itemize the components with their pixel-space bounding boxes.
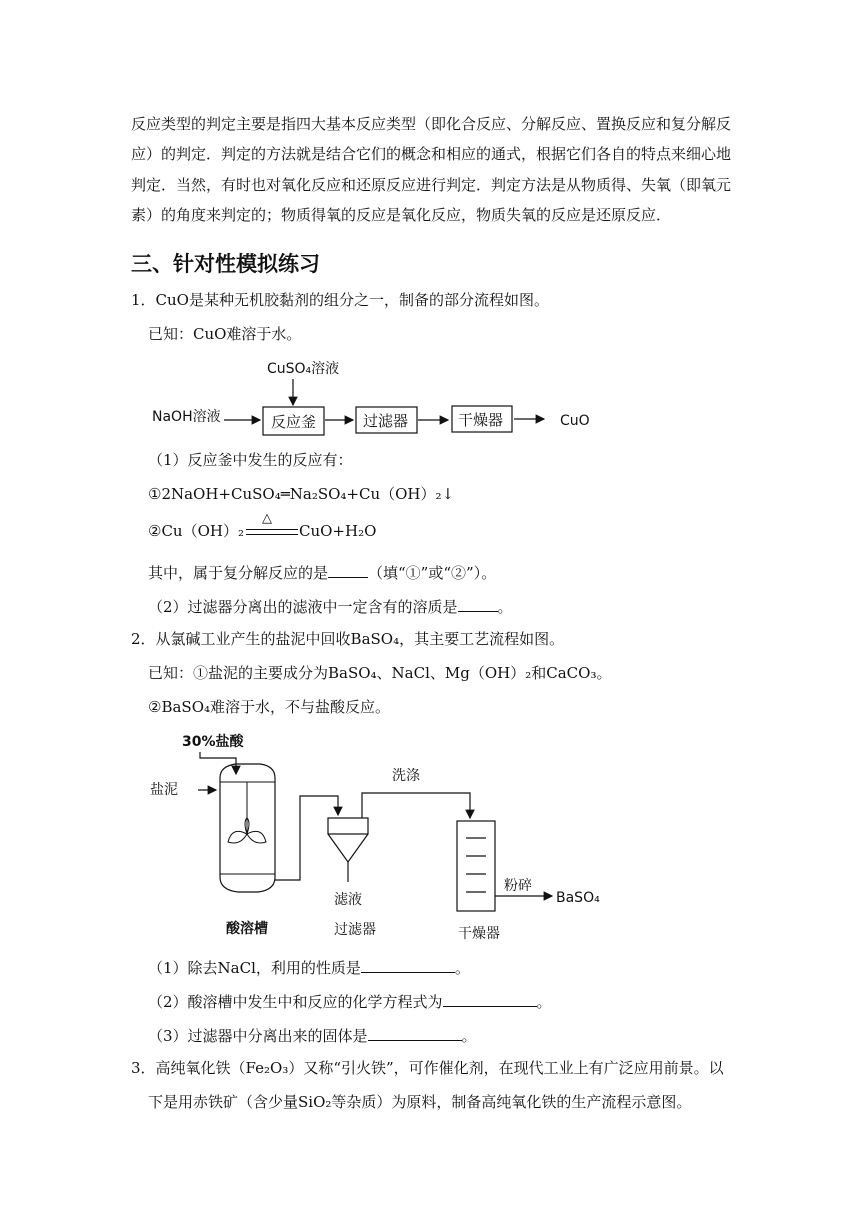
q2-filtrate-label: 滤液 [334, 892, 362, 908]
q2-dryer-shape [457, 821, 495, 911]
q1-sub2-end: 。 [497, 598, 513, 616]
q2-answer-blank-2[interactable] [443, 992, 537, 1007]
q1-answer-blank-2[interactable] [458, 597, 498, 612]
q2-sub2 [148, 992, 552, 1011]
q2-wash-arrow [362, 793, 470, 818]
q1-sub1-intro: （1）反应釜中发生的反应有： [148, 451, 353, 469]
q2-mud-label: 盐泥 [150, 782, 178, 798]
q2-acid-arrow [200, 752, 236, 774]
q2-answer-blank-1[interactable] [361, 958, 455, 973]
q1-sub2-text: （2）过滤器分离出的滤液中一定含有的溶质是 [148, 598, 458, 616]
q2-filter-top [328, 818, 368, 834]
q2-acid-label: 30%盐酸 [182, 734, 244, 750]
q2-sub2-text: （2）酸溶槽中发生中和反应的化学方程式为 [148, 993, 443, 1011]
q2-pipe-tank-filter [275, 796, 338, 880]
section-title: 三、针对性模拟练习 [131, 252, 320, 276]
q1-equation-1: ①2NaOH+CuSO₄═Na₂SO₄+Cu（OH）₂↓ [148, 485, 455, 503]
q2-sub1 [148, 958, 470, 977]
q2-product-label: BaSO₄ [556, 890, 600, 906]
q2-sub3-text: （3）过滤器中分离出来的固体是 [148, 1027, 368, 1045]
q2-known-1: 已知：①盐泥的主要成分为BaSO₄、NaCl、Mg（OH）₂和CaCO₃。 [148, 664, 612, 682]
q1-sub1-q-hint: （填“①”或“②”）。 [368, 564, 497, 582]
q1-sub2-question [148, 597, 513, 616]
q2-wash-label: 洗涤 [392, 768, 420, 784]
q1-box2-label: 过滤器 [363, 412, 409, 430]
q2-tank-label: 酸溶槽 [226, 921, 268, 937]
q2-known-2: ②BaSO₄难溶于水，不与盐酸反应。 [148, 698, 391, 716]
q2-dryer-label: 干燥器 [458, 926, 500, 942]
q2-stem: 2．从氯碱工业产生的盐泥中回收BaSO₄，其主要工艺流程如图。 [131, 630, 565, 648]
q3-line-1: 3．高纯氧化铁（Fe₂O₃）又称“引火铁”，可作催化剂，在现代工业上有广泛应用前景。以 [131, 1059, 724, 1077]
q1-left-input: NaOH溶液 [152, 409, 221, 425]
q1-eq2-right: CuO+H₂O [299, 522, 377, 540]
q1-eq2-double-line [246, 529, 298, 535]
q1-known: 已知：CuO难溶于水。 [148, 325, 302, 343]
q1-stem: 1．CuO是某种无机胶黏剂的组分之一，制备的部分流程如图。 [131, 291, 549, 309]
q1-sub1-question [148, 563, 496, 582]
q2-sub3 [148, 1026, 477, 1045]
q1-box3-label: 干燥器 [458, 411, 504, 429]
q1-answer-blank-1[interactable] [328, 563, 368, 578]
q2-sub1-end: 。 [454, 959, 470, 977]
q1-top-input: CuSO₄溶液 [267, 361, 340, 377]
q3-line-2: 下是用赤铁矿（含少量SiO₂等杂质）为原料，制备高纯氧化铁的生产流程示意图。 [148, 1093, 692, 1111]
q1-eq2-condition: △ [262, 511, 272, 526]
q2-sub3-end: 。 [461, 1027, 477, 1045]
q1-flow-diagram [150, 352, 610, 442]
q2-filter-label: 过滤器 [334, 922, 376, 938]
q2-sub1-text: （1）除去NaCl，利用的性质是 [148, 959, 361, 977]
q2-sub2-end: 。 [536, 993, 552, 1011]
q1-eq2-left: ②Cu（OH）₂ [148, 522, 244, 540]
q1-box1-label: 反应釜 [271, 413, 317, 431]
q2-flow-diagram [140, 722, 610, 947]
q2-answer-blank-3[interactable] [368, 1026, 462, 1041]
q2-filter-funnel [328, 834, 368, 862]
q1-sub1-q-text: 其中，属于复分解反应的是 [148, 564, 329, 582]
q2-grind-label: 粉碎 [504, 878, 532, 894]
intro-paragraph: 反应类型的判定主要是指四大基本反应类型（即化合反应、分解反应、置换反应和复分解反应）的判定．判定的方法就是结合它们的概念和相应的通式，根据它们各自的特点来细心地判定．当然，有时也对氧化反应和还原反应进行判定．判定方法是从物质得、失氧（即氧元素）的角度来判定的；物质得氧的反应是氧化反应，物质失氧的反应是还原反应． [131, 115, 732, 224]
q1-output: CuO [560, 413, 590, 429]
